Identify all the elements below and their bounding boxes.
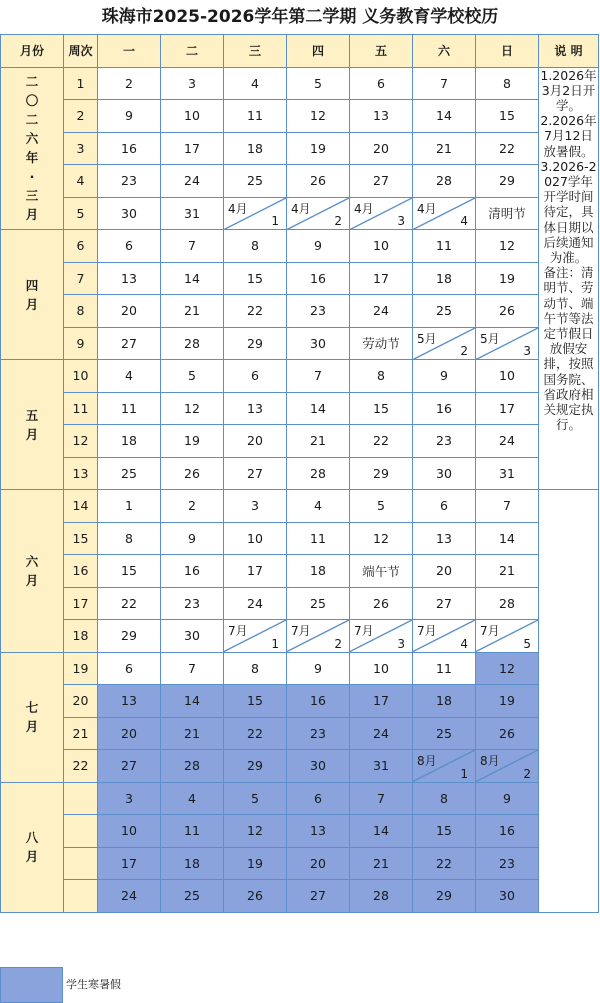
date-cell: 11 (98, 392, 161, 425)
date-cell: 21 (476, 555, 539, 588)
date-cell: 17 (161, 132, 224, 165)
date-cell: 7 (350, 782, 413, 815)
date-cell: 28 (161, 327, 224, 360)
date-cell: 4 (287, 490, 350, 523)
date-month-label: 7月 (291, 624, 311, 638)
date-cell: 15 (224, 262, 287, 295)
date-day-label: 2 (334, 636, 342, 651)
month-label (1, 652, 64, 782)
date-month-label: 5月 (417, 331, 437, 346)
date-cell: 16 (476, 815, 539, 848)
date-cell: 30 (413, 457, 476, 490)
table-row (1, 522, 599, 555)
date-cell: 8 (476, 67, 539, 100)
date-cell: 16 (287, 262, 350, 295)
table-row (1, 717, 599, 750)
date-cell: 16 (413, 392, 476, 425)
date-cell: 8 (98, 522, 161, 555)
date-cell-split (476, 620, 539, 653)
week-number: 11 (64, 392, 98, 425)
week-number: 17 (64, 587, 98, 620)
date-cell: 6 (224, 360, 287, 393)
week-number: 1 (64, 67, 98, 100)
date-cell: 5 (224, 782, 287, 815)
date-cell: 13 (224, 392, 287, 425)
date-cell: 21 (161, 717, 224, 750)
date-day-label: 2 (460, 344, 468, 358)
date-day-label: 2 (334, 214, 342, 228)
week-number: 8 (64, 295, 98, 328)
date-cell: 17 (224, 555, 287, 588)
week-number (64, 782, 98, 815)
date-cell-split (413, 197, 476, 230)
date-cell: 26 (224, 880, 287, 913)
date-cell: 1 (98, 490, 161, 523)
table-row (1, 815, 599, 848)
month-label (1, 67, 64, 230)
header-sat: 六 (413, 35, 476, 68)
date-cell: 2 (161, 490, 224, 523)
date-cell: 27 (98, 750, 161, 783)
date-month-label: 7月 (228, 624, 248, 638)
week-number (64, 880, 98, 913)
week-number: 10 (64, 360, 98, 393)
date-day-label: 3 (523, 344, 531, 358)
date-cell: 10 (161, 100, 224, 133)
date-cell: 7 (287, 360, 350, 393)
date-day-label: 3 (397, 214, 405, 228)
date-cell-split (413, 327, 476, 360)
date-cell: 20 (350, 132, 413, 165)
date-cell: 30 (161, 620, 224, 653)
date-day-label: 4 (460, 214, 468, 228)
week-number: 6 (64, 230, 98, 263)
date-cell: 15 (350, 392, 413, 425)
date-cell: 11 (287, 522, 350, 555)
date-cell: 6 (287, 782, 350, 815)
header-row (1, 35, 599, 68)
date-cell: 23 (98, 165, 161, 198)
date-cell: 3 (161, 67, 224, 100)
date-cell: 10 (224, 522, 287, 555)
date-cell: 10 (98, 815, 161, 848)
date-cell: 19 (287, 132, 350, 165)
date-cell: 8 (224, 230, 287, 263)
table-row (1, 327, 599, 360)
week-number: 3 (64, 132, 98, 165)
date-cell: 19 (476, 262, 539, 295)
date-cell: 28 (287, 457, 350, 490)
date-cell: 10 (476, 360, 539, 393)
date-day-label: 2 (523, 766, 531, 781)
month-label-text: 八月 (25, 830, 39, 864)
date-cell: 9 (287, 652, 350, 685)
date-cell: 5 (350, 490, 413, 523)
date-cell: 14 (287, 392, 350, 425)
date-cell: 29 (413, 880, 476, 913)
table-row (1, 457, 599, 490)
date-cell: 17 (98, 847, 161, 880)
date-cell: 13 (98, 262, 161, 295)
date-cell: 11 (413, 652, 476, 685)
date-cell: 23 (287, 717, 350, 750)
date-cell: 31 (161, 197, 224, 230)
date-month-label: 4月 (291, 201, 311, 216)
date-cell: 27 (287, 880, 350, 913)
table-row (1, 360, 599, 393)
date-cell: 10 (350, 230, 413, 263)
date-cell: 22 (224, 295, 287, 328)
date-cell-split (413, 750, 476, 783)
date-cell: 6 (350, 67, 413, 100)
date-cell: 21 (413, 132, 476, 165)
date-cell: 23 (476, 847, 539, 880)
date-cell: 4 (224, 67, 287, 100)
date-month-label: 4月 (354, 201, 374, 216)
date-cell: 17 (350, 262, 413, 295)
date-cell: 22 (476, 132, 539, 165)
week-number: 22 (64, 750, 98, 783)
date-cell: 31 (476, 457, 539, 490)
date-cell: 11 (413, 230, 476, 263)
date-cell: 17 (476, 392, 539, 425)
date-cell: 20 (287, 847, 350, 880)
date-cell: 30 (98, 197, 161, 230)
week-number (64, 847, 98, 880)
date-cell: 12 (287, 100, 350, 133)
date-day-label: 4 (460, 636, 468, 651)
date-cell: 19 (476, 685, 539, 718)
date-cell: 26 (476, 295, 539, 328)
date-cell: 24 (224, 587, 287, 620)
date-cell: 29 (224, 327, 287, 360)
table-row (1, 750, 599, 783)
date-cell-split (224, 197, 287, 230)
date-cell: 15 (224, 685, 287, 718)
date-cell: 27 (224, 457, 287, 490)
date-cell: 28 (413, 165, 476, 198)
date-cell: 12 (161, 392, 224, 425)
date-cell: 17 (350, 685, 413, 718)
date-cell: 5 (287, 67, 350, 100)
month-label (1, 490, 64, 653)
date-cell: 27 (413, 587, 476, 620)
date-cell: 8 (224, 652, 287, 685)
date-cell-split (476, 327, 539, 360)
calendar-body (1, 67, 599, 912)
date-cell: 24 (98, 880, 161, 913)
date-cell: 19 (224, 847, 287, 880)
table-row (1, 230, 599, 263)
legend-vacation-label: 学生寒暑假 (66, 978, 121, 991)
date-cell: 14 (476, 522, 539, 555)
school-calendar-table (0, 34, 599, 913)
date-cell: 16 (287, 685, 350, 718)
table-row (1, 100, 599, 133)
date-cell: 6 (413, 490, 476, 523)
date-cell: 5 (161, 360, 224, 393)
date-cell: 21 (350, 847, 413, 880)
week-number: 4 (64, 165, 98, 198)
date-cell: 22 (224, 717, 287, 750)
date-cell: 30 (476, 880, 539, 913)
date-cell: 24 (350, 295, 413, 328)
date-cell: 29 (476, 165, 539, 198)
date-cell: 26 (161, 457, 224, 490)
week-number: 2 (64, 100, 98, 133)
date-cell: 9 (98, 100, 161, 133)
date-cell: 7 (161, 230, 224, 263)
date-cell: 12 (224, 815, 287, 848)
table-row (1, 392, 599, 425)
header-thu: 四 (287, 35, 350, 68)
date-cell: 29 (350, 457, 413, 490)
table-row (1, 782, 599, 815)
date-cell: 12 (476, 230, 539, 263)
header-tue: 二 (161, 35, 224, 68)
date-cell: 22 (98, 587, 161, 620)
date-cell: 23 (287, 295, 350, 328)
date-cell: 18 (413, 685, 476, 718)
week-number: 7 (64, 262, 98, 295)
date-cell: 20 (413, 555, 476, 588)
date-cell-split (413, 620, 476, 653)
table-row (1, 165, 599, 198)
week-number: 20 (64, 685, 98, 718)
week-number: 14 (64, 490, 98, 523)
date-cell: 14 (161, 262, 224, 295)
header-week: 周次 (64, 35, 98, 68)
date-day-label: 1 (271, 214, 279, 228)
week-number: 12 (64, 425, 98, 458)
table-row (1, 587, 599, 620)
month-label (1, 782, 64, 912)
date-cell: 23 (161, 587, 224, 620)
date-day-label: 1 (271, 636, 279, 651)
table-row (1, 555, 599, 588)
date-cell: 18 (98, 425, 161, 458)
date-cell: 22 (413, 847, 476, 880)
date-month-label: 8月 (417, 754, 437, 768)
date-cell: 6 (98, 230, 161, 263)
table-row (1, 880, 599, 913)
date-cell: 22 (350, 425, 413, 458)
date-cell: 4 (98, 360, 161, 393)
date-day-label: 1 (460, 766, 468, 781)
header-month: 月份 (1, 35, 64, 68)
table-row (1, 262, 599, 295)
date-cell: 4 (161, 782, 224, 815)
date-cell: 15 (413, 815, 476, 848)
date-cell: 20 (98, 717, 161, 750)
table-row (1, 685, 599, 718)
date-cell: 18 (413, 262, 476, 295)
date-cell: 28 (350, 880, 413, 913)
date-cell: 26 (476, 717, 539, 750)
date-month-label: 4月 (228, 201, 248, 216)
date-cell: 7 (413, 67, 476, 100)
date-cell: 29 (224, 750, 287, 783)
week-number: 16 (64, 555, 98, 588)
week-number: 21 (64, 717, 98, 750)
header-wed: 三 (224, 35, 287, 68)
date-cell: 24 (350, 717, 413, 750)
date-cell: 8 (413, 782, 476, 815)
date-cell: 7 (476, 490, 539, 523)
date-cell: 30 (287, 750, 350, 783)
date-month-label: 7月 (354, 624, 374, 638)
date-cell: 3 (98, 782, 161, 815)
date-cell: 6 (98, 652, 161, 685)
date-cell: 29 (98, 620, 161, 653)
date-cell: 8 (350, 360, 413, 393)
table-row (1, 132, 599, 165)
week-number (64, 815, 98, 848)
date-cell: 18 (224, 132, 287, 165)
date-cell: 23 (413, 425, 476, 458)
date-cell: 14 (161, 685, 224, 718)
date-cell: 26 (287, 165, 350, 198)
month-label-text: 四月 (25, 277, 39, 312)
week-number: 15 (64, 522, 98, 555)
notes-cell (539, 67, 599, 490)
month-label-text: 六月 (25, 553, 39, 588)
date-cell: 3 (224, 490, 287, 523)
date-cell: 11 (224, 100, 287, 133)
header-fri: 五 (350, 35, 413, 68)
date-cell: 31 (350, 750, 413, 783)
month-label (1, 360, 64, 490)
date-cell: 24 (476, 425, 539, 458)
date-cell: 18 (161, 847, 224, 880)
date-cell: 16 (98, 132, 161, 165)
date-cell: 14 (350, 815, 413, 848)
date-cell: 10 (350, 652, 413, 685)
header-sun: 日 (476, 35, 539, 68)
date-cell: 20 (98, 295, 161, 328)
date-month-label: 4月 (417, 201, 437, 216)
table-row (1, 67, 599, 100)
date-month-label: 8月 (480, 754, 500, 768)
date-cell: 28 (161, 750, 224, 783)
date-cell-split (224, 620, 287, 653)
date-cell: 9 (287, 230, 350, 263)
page-title: 珠海市2025-2026学年第二学期 义务教育学校校历 (101, 7, 499, 27)
date-cell: 12 (350, 522, 413, 555)
date-cell: 16 (161, 555, 224, 588)
week-number: 18 (64, 620, 98, 653)
date-cell: 13 (98, 685, 161, 718)
date-day-label: 5 (523, 636, 531, 651)
header-notes: 说 明 (539, 35, 599, 68)
notes-cell-empty (539, 490, 599, 913)
week-number: 9 (64, 327, 98, 360)
date-cell: 27 (350, 165, 413, 198)
date-cell: 27 (98, 327, 161, 360)
week-number: 13 (64, 457, 98, 490)
date-cell: 13 (287, 815, 350, 848)
date-cell: 13 (413, 522, 476, 555)
holiday-cell: 劳动节 (350, 327, 413, 360)
date-cell: 26 (350, 587, 413, 620)
table-row (1, 620, 599, 653)
date-cell: 9 (476, 782, 539, 815)
date-cell: 25 (413, 295, 476, 328)
table-row (1, 652, 599, 685)
legend-vacation-swatch (0, 967, 63, 1003)
date-month-label: 7月 (480, 624, 500, 638)
date-cell: 9 (161, 522, 224, 555)
date-month-label: 7月 (417, 624, 437, 638)
date-cell-split (287, 620, 350, 653)
date-cell: 13 (350, 100, 413, 133)
holiday-cell: 清明节 (476, 197, 539, 230)
date-cell: 19 (161, 425, 224, 458)
table-row (1, 490, 599, 523)
date-cell: 11 (161, 815, 224, 848)
header-mon: 一 (98, 35, 161, 68)
date-cell: 18 (287, 555, 350, 588)
week-number: 19 (64, 652, 98, 685)
date-cell: 28 (476, 587, 539, 620)
table-row (1, 197, 599, 230)
month-label (1, 230, 64, 360)
notes-text: 1.2026年3月2日开学。 2.2026年7月12日放暑假。 3.2026-2027学年开学时间待定，具体日期以后续通知为准。 备注：清明节、劳动节、端午节等法定节假日放假安排，按照国务院、省政府相关规定执行。 (540, 67, 597, 433)
date-month-label: 5月 (480, 331, 500, 346)
date-cell-split (476, 750, 539, 783)
month-label-text: 二〇二六年·三月 (25, 74, 39, 223)
date-day-label: 3 (397, 636, 405, 651)
table-row (1, 295, 599, 328)
month-label-text: 五月 (25, 407, 39, 442)
table-row (1, 425, 599, 458)
date-cell: 9 (413, 360, 476, 393)
date-cell: 14 (413, 100, 476, 133)
date-cell: 25 (224, 165, 287, 198)
date-cell: 24 (161, 165, 224, 198)
date-cell: 12 (476, 652, 539, 685)
date-cell: 21 (287, 425, 350, 458)
date-cell: 21 (161, 295, 224, 328)
week-number: 5 (64, 197, 98, 230)
date-cell: 15 (476, 100, 539, 133)
date-cell: 2 (98, 67, 161, 100)
date-cell: 30 (287, 327, 350, 360)
date-cell-split (287, 197, 350, 230)
date-cell: 15 (98, 555, 161, 588)
date-cell: 7 (161, 652, 224, 685)
date-cell: 25 (161, 880, 224, 913)
table-row (1, 847, 599, 880)
date-cell: 20 (224, 425, 287, 458)
holiday-cell: 端午节 (350, 555, 413, 588)
date-cell-split (350, 197, 413, 230)
date-cell: 25 (287, 587, 350, 620)
month-label-text: 七月 (25, 700, 39, 734)
date-cell: 25 (98, 457, 161, 490)
date-cell-split (350, 620, 413, 653)
date-cell: 25 (413, 717, 476, 750)
